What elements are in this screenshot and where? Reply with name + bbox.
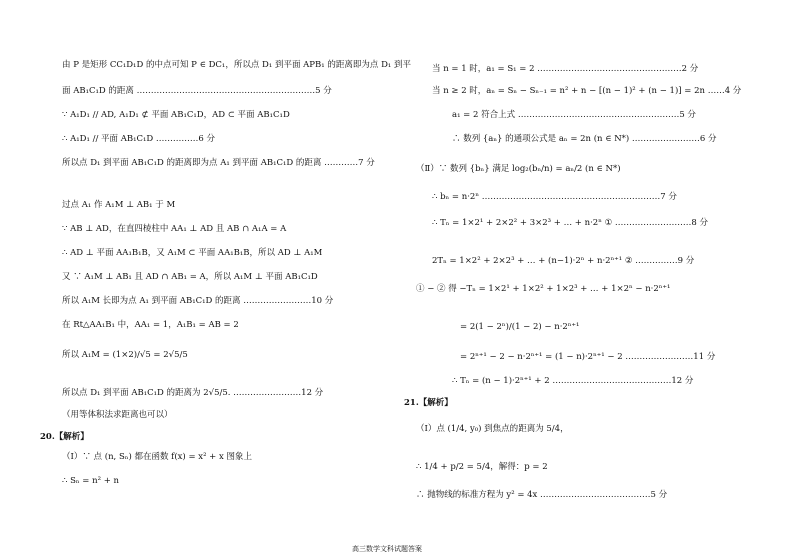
- left-line: 所以 A₁M 长即为点 A₁ 到平面 AB₁C₁D 的距离 ……………………10 分: [62, 296, 334, 306]
- left-line: 又 ∵ A₁M ⊥ AB₁ 且 AD ∩ AB₁ = A，所以 A₁M ⊥ 平面 AB₁C₁D: [62, 272, 318, 282]
- right-line: 2Tₙ = 1×2² + 2×2³ + … + (n−1)·2ⁿ + n·2ⁿ⁺¹ ② ……………9 分: [432, 256, 695, 266]
- right-line: a₁ = 2 符合上式 …………………………………………………5 分: [452, 110, 696, 120]
- right-line: ∴ Tₙ = 1×2¹ + 2×2² + 3×2³ + … + n·2ⁿ ① ………………………8 分: [432, 218, 709, 228]
- left-line: 所以点 D₁ 到平面 AB₁C₁D 的距离即为点 A₁ 到平面 AB₁C₁D 的距离 …………7 分: [62, 158, 375, 168]
- left-line: （用等体积法求距离也可以）: [62, 410, 173, 420]
- right-line: ① − ② 得 −Tₙ = 1×2¹ + 1×2² + 1×2³ + … + 1×2ⁿ − n·2ⁿ⁺¹: [416, 284, 671, 294]
- left-line: ∴ Sₙ = n² + n: [62, 476, 120, 486]
- left-line: ∵ AB ⊥ AD，在直四棱柱中 AA₁ ⊥ AD 且 AB ∩ A₁A = A: [62, 224, 287, 234]
- right-line: ∴ 抛物线的标准方程为 y² = 4x …………………………………5 分: [416, 490, 668, 500]
- left-line: 面 AB₁C₁D 的距离 ………………………………………………………5 分: [62, 86, 332, 96]
- left-line: ∴ AD ⊥ 平面 AA₁B₁B，又 A₁M ⊂ 平面 AA₁B₁B，所以 AD ⊥ A₁M: [62, 248, 323, 258]
- left-line: 所以 A₁M = (1×2)/√5 = 2√5/5: [62, 350, 188, 360]
- right-line: ∴ 数列 {aₙ} 的通项公式是 aₙ = 2n (n ∈ N*) ……………………6 分: [452, 134, 717, 144]
- right-line: 当 n ≥ 2 时，aₙ = Sₙ − Sₙ₋₁ = n² + n − [(n − 1)² + (n − 1)] = 2n ……4 分: [432, 86, 742, 96]
- right-line: 21.【解析】: [404, 398, 453, 408]
- left-line: ∴ A₁D₁ // 平面 AB₁C₁D ……………6 分: [62, 134, 216, 144]
- right-line: ∴ bₙ = n·2ⁿ ………………………………………………………7 分: [432, 192, 677, 202]
- right-line: 当 n = 1 时，a₁ = S₁ = 2 ……………………………………………2 分: [432, 64, 699, 74]
- left-line: 在 Rt△AA₁B₁ 中，AA₁ = 1，A₁B₁ = AB = 2: [62, 320, 239, 330]
- right-line: ∴ 1/4 + p/2 = 5/4，解得：p = 2: [416, 462, 548, 472]
- left-line: （Ⅰ）∵ 点 (n, Sₙ) 都在函数 f(x) = x² + x 图象上: [62, 452, 252, 462]
- right-line: = 2ⁿ⁺¹ − 2 − n·2ⁿ⁺¹ = (1 − n)·2ⁿ⁺¹ − 2 ……………………11 分: [460, 352, 716, 362]
- left-line: 所以点 D₁ 到平面 AB₁C₁D 的距离为 2√5/5. ……………………12 分: [62, 388, 324, 398]
- left-line: 由 P 是矩形 CC₁D₁D 的中点可知 P ∈ DC₁，所以点 D₁ 到平面 APB₁ 的距离即为点 D₁ 到平: [62, 60, 411, 70]
- page-footer: 高三数学文科试题答案: [352, 545, 422, 553]
- left-line: ∵ A₁D₁ // AD, A₁D₁ ⊄ 平面 AB₁C₁D，AD ⊂ 平面 AB₁C₁D: [62, 110, 290, 120]
- right-line: （Ⅱ）∵ 数列 {bₙ} 满足 log₂(bₙ/n) = aₙ/2 (n ∈ N*): [416, 164, 621, 174]
- right-line: = 2(1 − 2ⁿ)/(1 − 2) − n·2ⁿ⁺¹: [460, 322, 580, 332]
- right-line: ∴ Tₙ = (n − 1)·2ⁿ⁺¹ + 2 ……………………………………12 分: [452, 376, 694, 386]
- left-line: 过点 A₁ 作 A₁M ⊥ AB₁ 于 M: [62, 200, 176, 210]
- right-line: （Ⅰ）点 (1/4, y₀) 到焦点的距离为 5/4，: [416, 424, 569, 434]
- left-line: 20.【解析】: [40, 432, 89, 442]
